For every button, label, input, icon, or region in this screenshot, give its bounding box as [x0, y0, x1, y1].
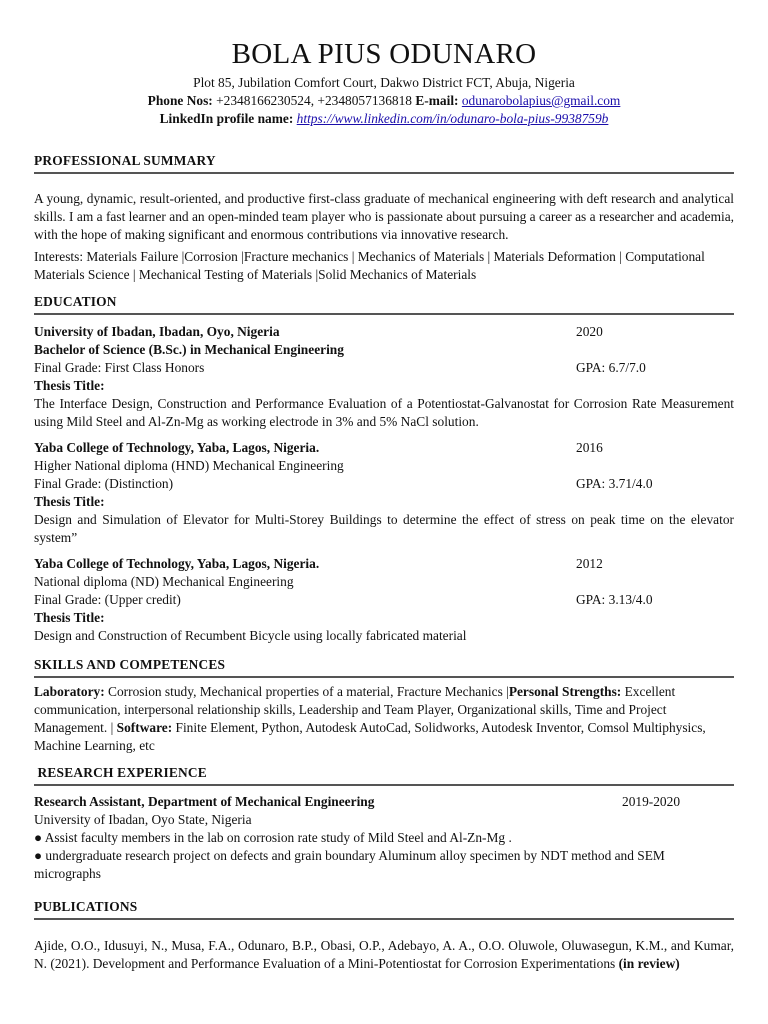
summary-text: A young, dynamic, result-oriented, and productive first-class graduate of mechanical engineering with deft research and analytical skills. I am a fast learner and an open-minded team player who is passionate about pursuing a career as a researcher and academia, with the hope of making significant and enormous contributions via innovative research.	[34, 191, 734, 242]
linkedin-link[interactable]: https://www.linkedin.com/in/odunaro-bola-pius-9938759b	[296, 111, 609, 126]
institution-name: Yaba College of Technology, Yaba, Lagos, Nigeria.	[34, 440, 320, 455]
contact-line	[34, 92, 734, 110]
section-divider	[34, 313, 734, 315]
research-role-row	[34, 793, 734, 811]
thesis-label: Thesis Title:	[34, 494, 105, 509]
applicant-name: BOLA PIUS ODUNARO	[231, 38, 537, 70]
publications-section	[34, 898, 734, 973]
research-section	[34, 764, 734, 883]
section-title-publications: PUBLICATIONS	[34, 899, 138, 914]
degree-title: National diploma (ND) Mechanical Engineering	[34, 574, 294, 589]
education-entry	[34, 555, 734, 645]
institution-name: University of Ibadan, Ibadan, Oyo, Nigeria	[34, 324, 280, 339]
graduation-year: 2012	[576, 556, 603, 571]
software-skills: Finite Element, Python, Autodesk AutoCad, Solidworks, Autodesk Inventor, Comsol Multiphysics, Machine Learning, etc	[34, 720, 706, 753]
section-divider	[34, 172, 734, 174]
linkedin-line	[34, 110, 734, 128]
publication-citation: Ajide, O.O., Idusuyi, N., Musa, F.A., Odunaro, B.P., Obasi, O.P., Adebayo, A. A., O.O. Oluwole, Oluwasegun, K.M., and Kumar, N. (2021). Development and Performance Evaluation of a Mini-Potentiostat for Corrosion Experimentations	[34, 938, 734, 971]
degree-title: Bachelor of Science (B.Sc.) in Mechanical Engineering	[34, 342, 344, 357]
final-grade: Final Grade: First Class Honors	[34, 360, 205, 375]
personal-strengths-label: Personal Strengths:	[508, 684, 622, 699]
laboratory-skills: Corrosion study, Mechanical properties of a material, Fracture Mechanics |	[104, 684, 509, 699]
linkedin-label: LinkedIn profile name:	[159, 111, 294, 126]
email-label: E-mail:	[415, 93, 459, 108]
skills-section	[34, 656, 734, 755]
laboratory-label: Laboratory:	[34, 684, 105, 699]
section-divider	[34, 676, 734, 678]
section-divider	[34, 784, 734, 786]
section-title-education: EDUCATION	[34, 294, 117, 309]
research-role: Research Assistant, Department of Mechanical Engineering	[34, 794, 375, 809]
address: Plot 85, Jubilation Comfort Court, Dakwo District FCT, Abuja, Nigeria	[193, 75, 575, 90]
education-entry-header	[34, 323, 734, 341]
research-bullet: ● undergraduate research project on defects and grain boundary Aluminum alloy specimen by NDT method and SEM micrographs	[34, 848, 665, 881]
thesis-title: The Interface Design, Construction and Performance Evaluation of a Potentiostat-Galvanostat for Corrosion Rate Measurement using Mild Steel and Al-Zn-Mg as working electrode in 3% and 5% NaCl solution.	[34, 396, 734, 429]
final-grade: Final Grade: (Distinction)	[34, 476, 174, 491]
education-entry-header	[34, 555, 734, 573]
gpa: GPA: 3.71/4.0	[576, 476, 653, 491]
phone-label: Phone Nos:	[147, 93, 213, 108]
research-bullet: ● Assist faculty members in the lab on corrosion rate study of Mild Steel and Al-Zn-Mg .	[34, 830, 512, 845]
software-label: Software:	[116, 720, 173, 735]
personal-strengths: Excellent communication, interpersonal relationship skills, Leadership and Team Player, Organizational skills, Time and Project Management. |	[34, 684, 676, 735]
summary-section	[34, 152, 734, 284]
thesis-label: Thesis Title:	[34, 610, 105, 625]
phone-numbers: +2348166230524, +2348057136818	[216, 93, 412, 108]
education-entry-header	[34, 439, 734, 457]
graduation-year: 2016	[576, 440, 603, 455]
education-section	[34, 293, 734, 645]
publication-entry	[34, 937, 734, 973]
thesis-label: Thesis Title:	[34, 378, 105, 393]
institution-name: Yaba College of Technology, Yaba, Lagos, Nigeria.	[34, 556, 320, 571]
final-grade: Final Grade: (Upper credit)	[34, 592, 181, 607]
section-title-summary: PROFESSIONAL SUMMARY	[34, 153, 216, 168]
grade-row	[34, 475, 734, 493]
grade-row	[34, 591, 734, 609]
thesis-title: Design and Simulation of Elevator for Multi-Storey Buildings to determine the effect of stress on peak time on the elevator system”	[34, 512, 734, 545]
research-period: 2019-2020	[622, 794, 681, 809]
section-title-skills: SKILLS AND COMPETENCES	[34, 657, 226, 672]
publication-status: (in review)	[618, 956, 680, 971]
section-divider	[34, 918, 734, 920]
resume-header	[34, 0, 734, 128]
section-title-research: RESEARCH EXPERIENCE	[34, 765, 207, 780]
graduation-year: 2020	[576, 324, 603, 339]
education-entry	[34, 323, 734, 431]
gpa: GPA: 6.7/7.0	[576, 360, 646, 375]
email-link[interactable]: odunarobolapius@gmail.com	[461, 93, 621, 108]
degree-title: Higher National diploma (HND) Mechanical Engineering	[34, 458, 344, 473]
gpa: GPA: 3.13/4.0	[576, 592, 653, 607]
research-location: University of Ibadan, Oyo State, Nigeria	[34, 812, 252, 827]
grade-row	[34, 359, 734, 377]
interests-text: Interests: Materials Failure |Corrosion |Fracture mechanics | Mechanics of Materials | Materials Deformation | Computational Materials Science | Mechanical Testing of Materials |Solid Mechanics of Materials	[34, 249, 705, 282]
education-entry	[34, 439, 734, 547]
skills-text	[34, 683, 734, 755]
thesis-title: Design and Construction of Recumbent Bicycle using locally fabricated material	[34, 628, 467, 643]
